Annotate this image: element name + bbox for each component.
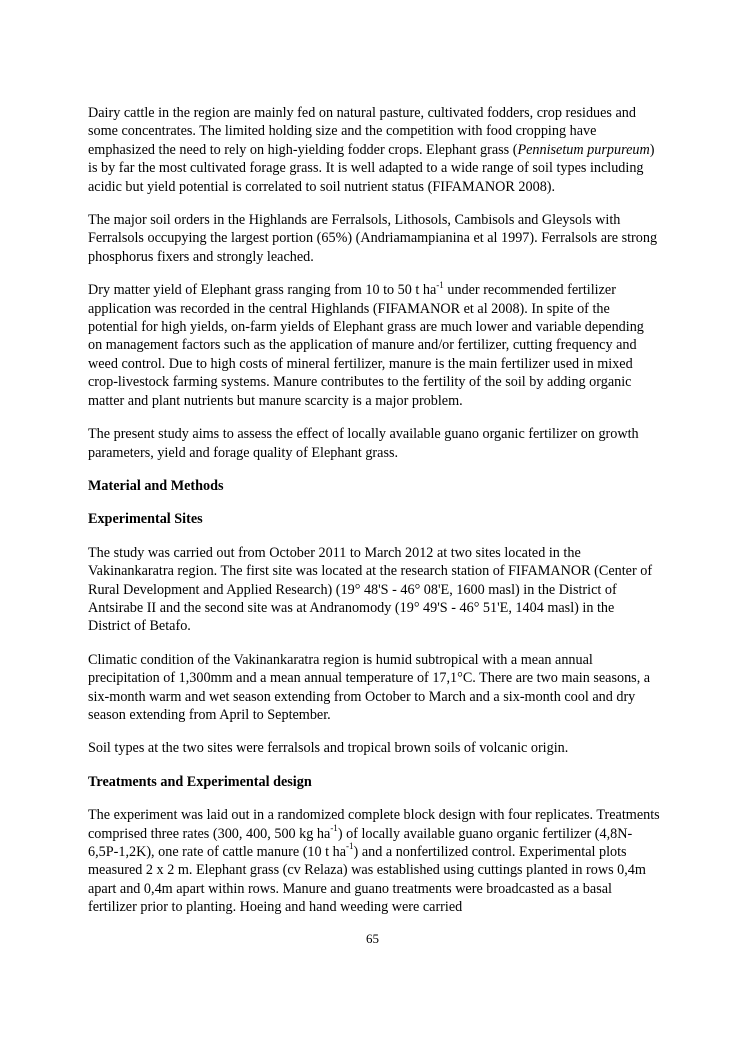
text: The experiment was laid out in a randomized complete block design with four replicates. Treatments comprised three rates (300, 400, 500 kg ha: [88, 807, 660, 842]
paragraph-yield: [88, 281, 660, 410]
paragraph-climate: Climatic condition of the Vakinankaratra region is humid subtropical with a mean annual precipitation of 1,300mm and a mean annual temperature of 17,1°C. There are two main seasons, a six-month warm and wet season extending from October to March and a six-month cool and dry season extending from April to September.: [88, 651, 651, 723]
paragraph-aim: The present study aims to assess the effect of locally available guano organic fertilizer on growth parameters, yield and forage quality of Elephant grass.: [88, 426, 639, 461]
text: ) is by far the most cultivated forage grass. It is well adapted to a wide range of soil types including acidic but yield potential is correlated to soil nutrient status (FIFAMANOR 2008).: [88, 141, 655, 195]
text: Dry matter yield of Elephant grass ranging from 10 to 50 t ha: [88, 282, 437, 299]
page-body: [88, 104, 660, 917]
heading-experimental-sites: Experimental Sites: [88, 511, 203, 528]
text: ) of locally available guano organic fertilizer (4,8N-6,5P-1,2K), one rate of cattle manure (10 t ha: [88, 825, 633, 860]
heading-treatments: Treatments and Experimental design: [88, 773, 312, 790]
superscript: -1: [346, 841, 354, 852]
species-name: Pennisetum purpureum: [517, 141, 650, 158]
text: Dairy cattle in the region are mainly fed on natural pasture, cultivated fodders, crop residues and some concentrates. The limited holding size and the competition with food cropping have emphasized the need to rely on high-yielding fodder crops. Elephant grass (: [88, 105, 636, 158]
heading-material-methods: Material and Methods: [88, 477, 224, 494]
paragraph-soils: The major soil orders in the Highlands are Ferralsols, Lithosols, Cambisols and Gleysols with Ferralsols occupying the largest portion (65%) (Andriamampianina et al 1997). Ferralsols are strong phosphorus fixers and strongly leached.: [88, 212, 658, 265]
text: under recommended fertilizer application was recorded in the central Highlands (FIFAMANOR et al 2008). In spite of the potential for high yields, on-farm yields of Elephant grass are much lower and variable depending on management factors such as the application of manure and/or fertilizer, cutting frequency and weed control. Due to high costs of mineral fertilizer, manure is the main fertilizer used in mixed crop-livestock farming systems. Manure contributes to the fertility of the soil by adding organic matter and plant nutrients but manure scarcity is a major problem.: [88, 282, 644, 409]
paragraph-intro: [88, 104, 660, 196]
page-number: 65: [366, 931, 379, 946]
paragraph-soil-types: Soil types at the two sites were ferralsols and tropical brown soils of volcanic origin.: [88, 740, 569, 757]
text: ) and a nonfertilized control. Experimental plots measured 2 x 2 m. Elephant grass (cv Relaza) was established using cuttings planted in rows 0,4m apart and 0,4m apart within rows. Manure and guano treatments were broadcasted as a basal fertilizer prior to planting. Hoeing and hand weeding were carried: [88, 844, 646, 916]
paragraph-design: [88, 806, 660, 916]
paragraph-sites: The study was carried out from October 2011 to March 2012 at two sites located in the Vakinankaratra region. The first site was located at the research station of FIFAMANOR (Center of Rural Development and Applied Research) (19° 48'S - 46° 08'E, 1600 masl) in the District of Antsirabe II and the second site was at Andranomody (19° 49'S - 46° 51'E, 1404 masl) in the District of Betafo.: [88, 544, 653, 635]
superscript: -1: [436, 279, 444, 290]
superscript: -1: [330, 822, 338, 833]
